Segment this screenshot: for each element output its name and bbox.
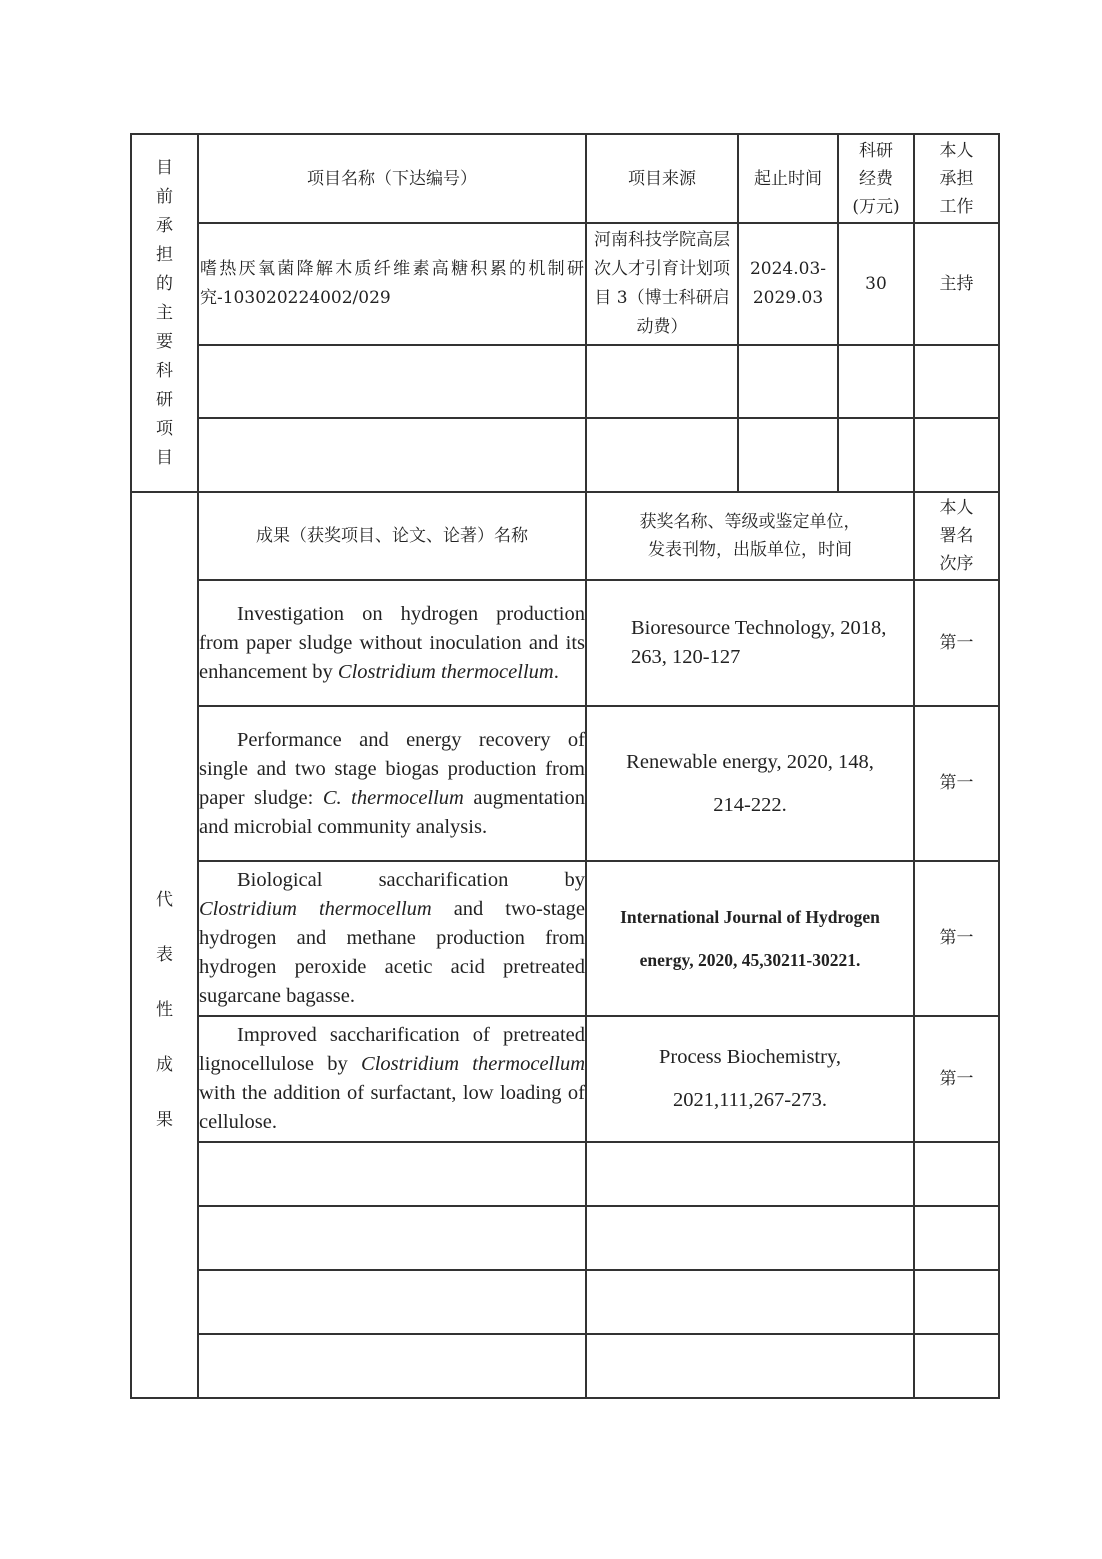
venue-header-line: 获奖名称、等级或鉴定单位， xyxy=(639,512,861,532)
venue-line: International Journal of Hydrogen xyxy=(620,906,880,927)
achievement-title-cell xyxy=(198,706,586,861)
empty-cell xyxy=(198,1206,586,1270)
empty-cell xyxy=(738,418,838,492)
achievement-order-cell: 第一 xyxy=(914,861,999,1016)
achievement-title-cell xyxy=(198,580,586,706)
projects-label-char: 目 xyxy=(156,157,173,178)
achievements-label-char: 表 xyxy=(156,944,173,965)
role-header-line: 本人 xyxy=(939,140,974,161)
venue-line: energy, 2020, 45,30211-30221. xyxy=(639,949,861,970)
achievement-order-cell: 第一 xyxy=(914,1016,999,1142)
order-header-line: 次序 xyxy=(939,554,974,574)
table-row xyxy=(131,1334,999,1398)
achievements-section-label xyxy=(131,492,198,1398)
table-row xyxy=(131,1142,999,1206)
achievements-label-char: 果 xyxy=(156,1109,173,1130)
venue-header-line: 发表刊物，出版单位，时间 xyxy=(648,540,852,560)
table-row xyxy=(131,345,999,418)
table-row xyxy=(131,706,999,861)
achievement-venue-header xyxy=(586,492,914,580)
title-species: C. thermocellum xyxy=(322,786,464,809)
title-text: Improved saccharification of pretreated lignocellulose by xyxy=(199,1024,585,1075)
project-period-header: 起止时间 xyxy=(738,134,838,223)
project-funding-cell: 30 xyxy=(838,223,914,345)
project-source-cell: 河南科技学院高层次人才引育计划项目 3（博士科研启动费） xyxy=(586,223,738,345)
empty-cell xyxy=(914,418,999,492)
table-row xyxy=(131,861,999,1016)
projects-label-char: 担 xyxy=(156,244,173,265)
table-row xyxy=(131,418,999,492)
achievement-venue-cell: Bioresource Technology, 2018, 263, 120-127 xyxy=(586,580,914,706)
empty-cell xyxy=(198,1270,586,1334)
projects-label-char: 目 xyxy=(156,447,173,468)
projects-label-char: 项 xyxy=(156,418,173,439)
achievements-label-char: 性 xyxy=(156,999,173,1020)
title-text: Investigation on hydrogen production from paper sludge without inoculation and its enhancement by xyxy=(199,602,585,683)
period-start: 2024.03- xyxy=(749,259,827,279)
venue-line: 2021,111,267-273. xyxy=(673,1089,827,1111)
achievement-title-cell xyxy=(198,1016,586,1142)
title-text: Biological saccharification by xyxy=(237,869,585,891)
empty-cell xyxy=(586,1334,914,1398)
empty-cell xyxy=(914,1206,999,1270)
empty-cell xyxy=(586,1270,914,1334)
achievement-order-cell: 第一 xyxy=(914,706,999,861)
title-text: Performance and energy recovery of single and two stage biogas production from paper sludge: xyxy=(199,728,585,809)
achievements-label-char: 成 xyxy=(156,1054,173,1075)
empty-cell xyxy=(914,1334,999,1398)
venue-line: Renewable energy, 2020, 148, xyxy=(626,750,874,773)
empty-cell xyxy=(586,1206,914,1270)
empty-cell xyxy=(738,345,838,418)
achievement-venue-cell xyxy=(586,706,914,861)
title-species: Clostridium thermocellum xyxy=(361,1053,585,1075)
title-species: Clostridium thermocellum xyxy=(199,898,432,920)
empty-cell xyxy=(838,345,914,418)
projects-label-char: 前 xyxy=(156,186,173,207)
achievements-label-char: 代 xyxy=(156,889,173,910)
funding-header-line: 经费 xyxy=(859,168,893,189)
table-row xyxy=(131,1016,999,1142)
projects-label-char: 科 xyxy=(156,360,173,381)
achievement-title-cell xyxy=(198,861,586,1016)
achievement-order-cell: 第一 xyxy=(914,580,999,706)
achievement-venue-cell xyxy=(586,861,914,1016)
funding-header-line: (万元) xyxy=(852,196,900,217)
empty-cell xyxy=(914,1270,999,1334)
project-name-header: 项目名称（下达编号） xyxy=(198,134,586,223)
achievement-title-header: 成果（获奖项目、论文、论著）名称 xyxy=(198,492,586,580)
order-header-line: 署名 xyxy=(939,526,974,546)
empty-cell xyxy=(198,418,586,492)
role-header-line: 工作 xyxy=(939,196,974,217)
title-text: and two-stage hydrogen and methane production from hydrogen peroxide acetic acid pretreated sugarcane bagasse. xyxy=(199,898,586,1007)
achievement-order-header xyxy=(914,492,999,580)
projects-label-char: 的 xyxy=(156,273,173,294)
title-text: augmentation and microbial community analysis. xyxy=(199,786,585,838)
projects-label-char: 要 xyxy=(156,331,173,352)
achievement-venue-cell xyxy=(586,1016,914,1142)
projects-label-char: 主 xyxy=(156,302,173,323)
project-role-cell: 主持 xyxy=(914,223,999,345)
empty-cell xyxy=(198,1142,586,1206)
project-funding-header xyxy=(838,134,914,223)
empty-cell xyxy=(586,345,738,418)
research-form-table xyxy=(130,133,1000,1399)
period-end: 2029.03 xyxy=(752,288,824,308)
role-header-line: 承担 xyxy=(939,168,974,189)
title-species: Clostridium thermocellum xyxy=(337,660,554,683)
projects-section-label xyxy=(131,134,198,492)
venue-line: 214-222. xyxy=(713,793,787,816)
title-text: with the addition of surfactant, low loading of cellulose. xyxy=(199,1082,585,1133)
empty-cell xyxy=(198,345,586,418)
empty-cell xyxy=(914,1142,999,1206)
empty-cell xyxy=(914,345,999,418)
project-period-cell xyxy=(738,223,838,345)
table-row xyxy=(131,1270,999,1334)
title-text: . xyxy=(553,660,559,683)
order-header-line: 本人 xyxy=(939,498,974,518)
project-source-header: 项目来源 xyxy=(586,134,738,223)
projects-label-char: 研 xyxy=(156,389,173,410)
empty-cell xyxy=(586,1142,914,1206)
project-name-cell: 嗜热厌氧菌降解木质纤维素高糖积累的机制研究-103020224002/029 xyxy=(198,223,586,345)
funding-header-line: 科研 xyxy=(859,140,893,161)
table-row xyxy=(131,223,999,345)
venue-line: Process Biochemistry, xyxy=(658,1046,841,1068)
empty-cell xyxy=(838,418,914,492)
table-row xyxy=(131,580,999,706)
projects-label-char: 承 xyxy=(156,215,173,236)
project-role-header xyxy=(914,134,999,223)
empty-cell xyxy=(198,1334,586,1398)
empty-cell xyxy=(586,418,738,492)
table-row xyxy=(131,1206,999,1270)
